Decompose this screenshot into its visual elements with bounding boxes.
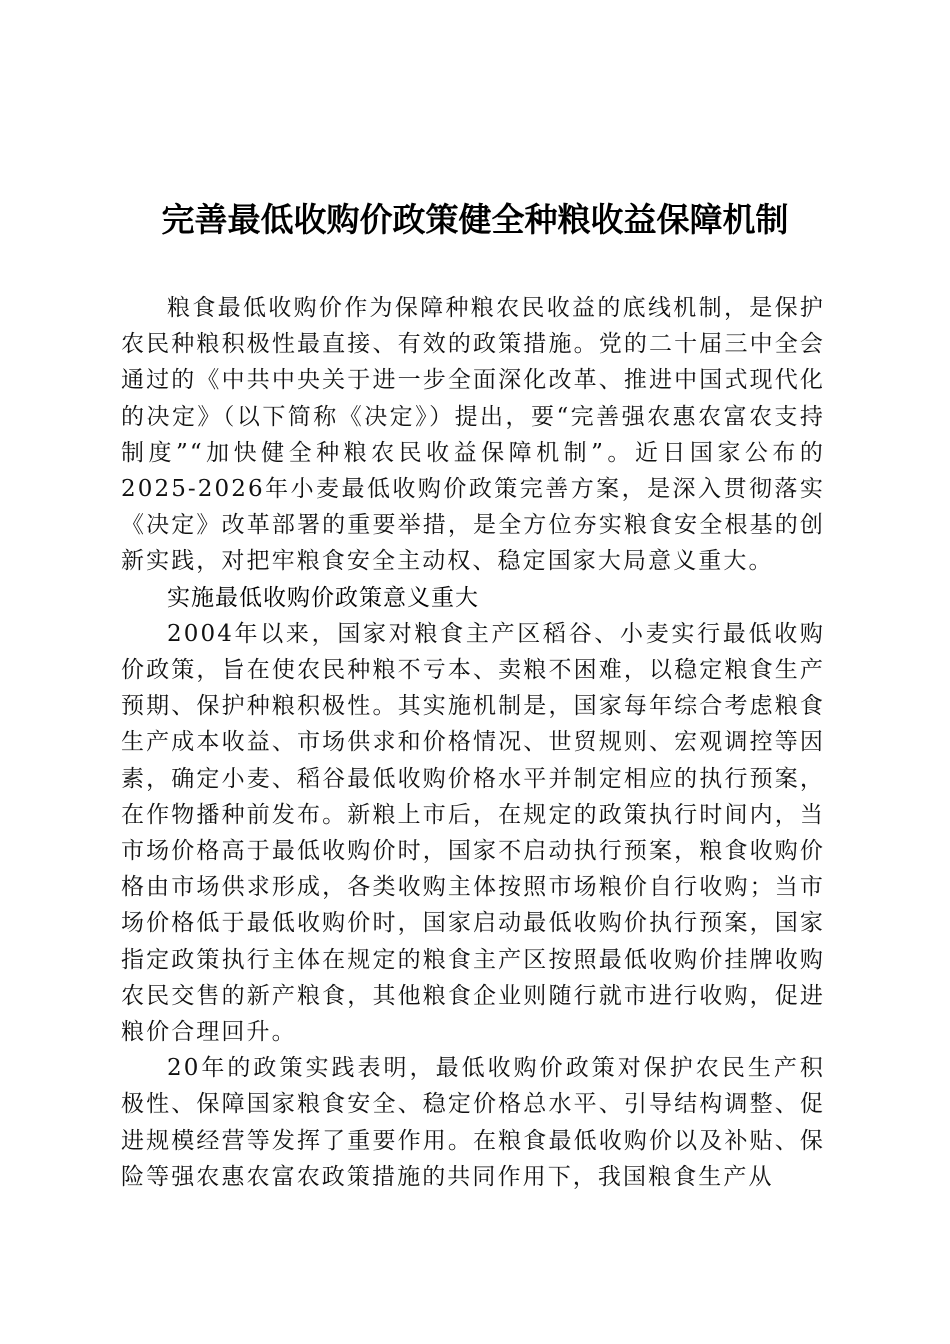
paragraph-mechanism: 2004年以来，国家对粮食主产区稻谷、小麦实行最低收购价政策，旨在使农民种粮不亏本、卖粮不困难，以稳定粮食生产预期、保护种粮积极性。其实施机制是，国家每年综合考虑粮食生产成本收益、市场供求和价格情况、世贸规则、宏观调控等因素，确定小麦、稻谷最低收购价格水平并制定相应的执行预案，在作物播种前发布。新粮上市后，在规定的政策执行时间内，当市场价格高于最低收购价时，国家不启动执行预案，粮食收购价格由市场供求形成，各类收购主体按照市场粮价自行收购；当市场价格低于最低收购价时，国家启动最低收购价执行预案，国家指定政策执行主体在规定的粮食主产区按照最低收购价挂牌收购农民交售的新产粮食，其他粮食企业则随行就市进行收购，促进粮价合理回升。	[121, 620, 825, 1046]
document-body	[121, 290, 825, 1195]
document-title: 完善最低收购价政策健全种粮收益保障机制	[161, 200, 789, 239]
paragraph-intro: 粮食最低收购价作为保障种粮农民收益的底线机制，是保护农民种粮积极性最直接、有效的政策措施。党的二十届三中全会通过的《中共中央关于进一步全面深化改革、推进中国式现代化的决定》（以下简称《决定》）提出，要“完善强农惠农富农支持制度”“加快健全种粮农民收益保障机制”。近日国家公布的2025-2026年小麦最低收购价政策完善方案，是深入贯彻落实《决定》改革部署的重要举措，是全方位夯实粮食安全根基的创新实践，对把牢粮食安全主动权、稳定国家大局意义重大。	[121, 295, 825, 575]
paragraph-practice: 20年的政策实践表明，最低收购价政策对保护农民生产积极性、保障国家粮食安全、稳定价格总水平、引导结构调整、促进规模经营等发挥了重要作用。在粮食最低收购价以及补贴、保险等强农惠农富农政策措施的共同作用下，我国粮食生产从	[121, 1055, 825, 1190]
section-heading: 实施最低收购价政策意义重大	[167, 584, 479, 611]
